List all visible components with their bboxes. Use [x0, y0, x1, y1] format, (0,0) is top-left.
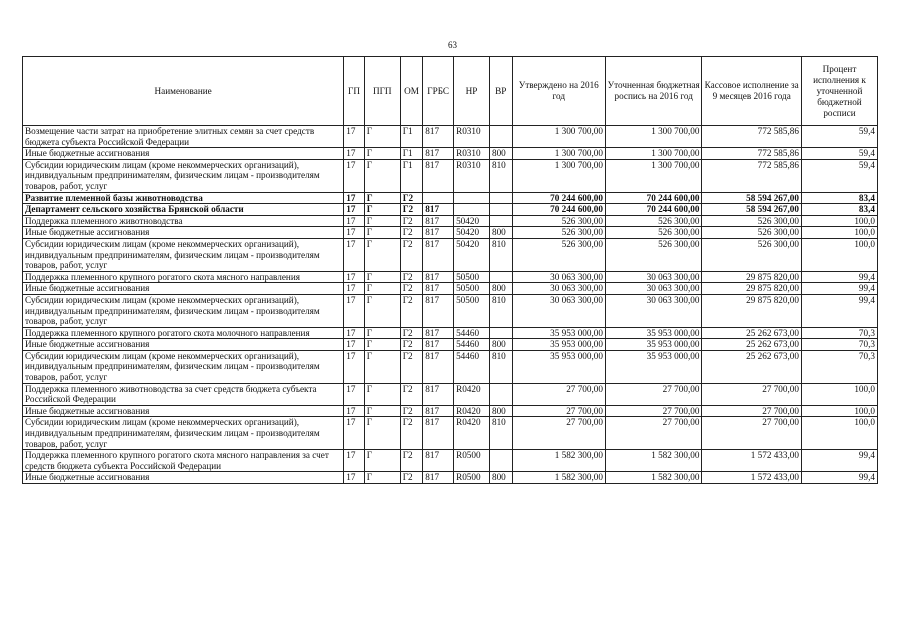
table-row — [23, 204, 878, 216]
cell-name: Поддержка племенного крупного рогатого скота мясного направления за счет средств бюджета субъекта Российской Федерации — [23, 450, 344, 472]
cell-om: Г2 — [400, 215, 423, 227]
cell-grbs: 817 — [423, 204, 454, 216]
cell-executed: 29 875 820,00 — [702, 283, 802, 295]
table-row — [23, 294, 878, 327]
cell-vr — [489, 383, 512, 405]
cell-om: Г2 — [400, 227, 423, 239]
cell-approved: 1 300 700,00 — [512, 126, 605, 148]
cell-percent: 100,0 — [801, 405, 877, 417]
cell-nr: 50500 — [454, 271, 490, 283]
cell-grbs: 817 — [423, 339, 454, 351]
table-row — [23, 215, 878, 227]
cell-grbs: 817 — [423, 472, 454, 484]
cell-grbs: 817 — [423, 417, 454, 450]
cell-pgp: Г — [364, 159, 400, 192]
cell-om: Г2 — [400, 383, 423, 405]
cell-nr — [454, 204, 490, 216]
cell-pgp: Г — [364, 192, 400, 204]
table-body — [23, 126, 878, 484]
cell-name: Иные бюджетные ассигнования — [23, 227, 344, 239]
table-row — [23, 350, 878, 383]
cell-percent: 70,3 — [801, 339, 877, 351]
cell-approved: 526 300,00 — [512, 227, 605, 239]
cell-executed: 27 700,00 — [702, 405, 802, 417]
cell-revised: 1 300 700,00 — [605, 148, 701, 160]
cell-executed: 772 585,86 — [702, 148, 802, 160]
cell-name: Субсидии юридическим лицам (кроме некоммерческих организаций), индивидуальным предпринимателям, физическим лицам - производителям товаров, работ, услуг — [23, 350, 344, 383]
cell-om: Г1 — [400, 159, 423, 192]
cell-vr: 810 — [489, 294, 512, 327]
cell-nr: 50500 — [454, 294, 490, 327]
cell-vr: 800 — [489, 405, 512, 417]
cell-grbs: 817 — [423, 227, 454, 239]
cell-approved: 27 700,00 — [512, 383, 605, 405]
cell-grbs: 817 — [423, 350, 454, 383]
cell-grbs: 817 — [423, 159, 454, 192]
cell-percent: 100,0 — [801, 215, 877, 227]
col-header-nr: НР — [454, 57, 490, 126]
cell-revised: 35 953 000,00 — [605, 327, 701, 339]
cell-name: Поддержка племенного крупного рогатого скота молочного направления — [23, 327, 344, 339]
cell-percent: 100,0 — [801, 238, 877, 271]
cell-name: Иные бюджетные ассигнования — [23, 148, 344, 160]
cell-vr: 810 — [489, 350, 512, 383]
cell-pgp: Г — [364, 283, 400, 295]
cell-gp: 17 — [344, 271, 365, 283]
cell-pgp: Г — [364, 472, 400, 484]
cell-executed: 1 572 433,00 — [702, 450, 802, 472]
cell-name: Поддержка племенного крупного рогатого скота мясного направления — [23, 271, 344, 283]
cell-approved: 1 300 700,00 — [512, 148, 605, 160]
cell-approved: 1 300 700,00 — [512, 159, 605, 192]
cell-revised: 27 700,00 — [605, 383, 701, 405]
table-row — [23, 283, 878, 295]
col-header-name: Наименование — [23, 57, 344, 126]
col-header-vr: ВР — [489, 57, 512, 126]
cell-pgp: Г — [364, 450, 400, 472]
cell-name: Возмещение части затрат на приобретение элитных семян за счет средств бюджета субъекта Российской Федерации — [23, 126, 344, 148]
cell-name: Субсидии юридическим лицам (кроме некоммерческих организаций), индивидуальным предпринимателям, физическим лицам - производителям товаров, работ, услуг — [23, 238, 344, 271]
cell-nr: 54460 — [454, 327, 490, 339]
cell-revised: 70 244 600,00 — [605, 204, 701, 216]
cell-om: Г2 — [400, 417, 423, 450]
cell-revised: 35 953 000,00 — [605, 350, 701, 383]
cell-pgp: Г — [364, 271, 400, 283]
cell-approved: 27 700,00 — [512, 417, 605, 450]
cell-revised: 30 063 300,00 — [605, 294, 701, 327]
cell-approved: 30 063 300,00 — [512, 294, 605, 327]
cell-om: Г2 — [400, 339, 423, 351]
cell-vr — [489, 204, 512, 216]
cell-name: Субсидии юридическим лицам (кроме некоммерческих организаций), индивидуальным предпринимателям, физическим лицам - производителям товаров, работ, услуг — [23, 159, 344, 192]
cell-executed: 27 700,00 — [702, 383, 802, 405]
cell-revised: 27 700,00 — [605, 405, 701, 417]
cell-percent: 59,4 — [801, 159, 877, 192]
cell-nr: 54460 — [454, 339, 490, 351]
cell-grbs: 817 — [423, 294, 454, 327]
cell-percent: 59,4 — [801, 148, 877, 160]
cell-nr: R0500 — [454, 472, 490, 484]
cell-revised: 30 063 300,00 — [605, 271, 701, 283]
cell-pgp: Г — [364, 405, 400, 417]
cell-gp: 17 — [344, 294, 365, 327]
cell-om: Г2 — [400, 405, 423, 417]
cell-name: Развитие племенной базы животноводства — [23, 192, 344, 204]
cell-vr — [489, 327, 512, 339]
cell-om: Г1 — [400, 126, 423, 148]
cell-executed: 526 300,00 — [702, 238, 802, 271]
cell-approved: 70 244 600,00 — [512, 192, 605, 204]
cell-percent: 99,4 — [801, 472, 877, 484]
cell-percent: 99,4 — [801, 294, 877, 327]
cell-om: Г2 — [400, 472, 423, 484]
cell-om: Г2 — [400, 192, 423, 204]
cell-approved: 526 300,00 — [512, 215, 605, 227]
cell-nr: R0310 — [454, 148, 490, 160]
cell-pgp: Г — [364, 126, 400, 148]
table-row — [23, 192, 878, 204]
cell-grbs — [423, 192, 454, 204]
table-row — [23, 271, 878, 283]
cell-gp: 17 — [344, 383, 365, 405]
cell-approved: 35 953 000,00 — [512, 350, 605, 383]
cell-pgp: Г — [364, 215, 400, 227]
cell-pgp: Г — [364, 383, 400, 405]
table-row — [23, 417, 878, 450]
cell-approved: 35 953 000,00 — [512, 339, 605, 351]
cell-gp: 17 — [344, 417, 365, 450]
cell-vr: 810 — [489, 159, 512, 192]
cell-pgp: Г — [364, 294, 400, 327]
cell-revised: 1 300 700,00 — [605, 126, 701, 148]
cell-name: Иные бюджетные ассигнования — [23, 405, 344, 417]
cell-executed: 25 262 673,00 — [702, 327, 802, 339]
cell-revised: 526 300,00 — [605, 238, 701, 271]
cell-gp: 17 — [344, 192, 365, 204]
cell-approved: 70 244 600,00 — [512, 204, 605, 216]
cell-grbs: 817 — [423, 383, 454, 405]
cell-revised: 35 953 000,00 — [605, 339, 701, 351]
col-header-executed: Кассовое исполнение за 9 месяцев 2016 года — [702, 57, 802, 126]
cell-executed: 1 572 433,00 — [702, 472, 802, 484]
cell-om: Г2 — [400, 350, 423, 383]
table-row — [23, 383, 878, 405]
cell-name: Субсидии юридическим лицам (кроме некоммерческих организаций), индивидуальным предпринимателям, физическим лицам - производителям товаров, работ, услуг — [23, 417, 344, 450]
cell-grbs: 817 — [423, 327, 454, 339]
cell-om: Г2 — [400, 283, 423, 295]
cell-grbs: 817 — [423, 148, 454, 160]
cell-percent: 70,3 — [801, 350, 877, 383]
table-row — [23, 472, 878, 484]
cell-pgp: Г — [364, 339, 400, 351]
cell-grbs: 817 — [423, 450, 454, 472]
cell-gp: 17 — [344, 159, 365, 192]
cell-nr: 50420 — [454, 215, 490, 227]
cell-vr: 810 — [489, 417, 512, 450]
cell-name: Иные бюджетные ассигнования — [23, 472, 344, 484]
cell-executed: 25 262 673,00 — [702, 339, 802, 351]
cell-nr: R0310 — [454, 126, 490, 148]
cell-approved: 1 582 300,00 — [512, 472, 605, 484]
cell-grbs: 817 — [423, 238, 454, 271]
cell-percent: 83,4 — [801, 204, 877, 216]
cell-name: Поддержка племенного животноводства — [23, 215, 344, 227]
cell-percent: 100,0 — [801, 417, 877, 450]
cell-revised: 1 300 700,00 — [605, 159, 701, 192]
cell-executed: 58 594 267,00 — [702, 192, 802, 204]
cell-percent: 59,4 — [801, 126, 877, 148]
cell-revised: 526 300,00 — [605, 215, 701, 227]
cell-om: Г2 — [400, 327, 423, 339]
cell-vr: 800 — [489, 148, 512, 160]
cell-gp: 17 — [344, 227, 365, 239]
cell-nr: 50500 — [454, 283, 490, 295]
table-row — [23, 327, 878, 339]
cell-vr — [489, 192, 512, 204]
cell-revised: 1 582 300,00 — [605, 472, 701, 484]
cell-om: Г2 — [400, 271, 423, 283]
cell-executed: 772 585,86 — [702, 126, 802, 148]
cell-nr: R0420 — [454, 417, 490, 450]
cell-gp: 17 — [344, 238, 365, 271]
cell-name: Иные бюджетные ассигнования — [23, 339, 344, 351]
cell-percent: 70,3 — [801, 327, 877, 339]
cell-grbs: 817 — [423, 271, 454, 283]
cell-vr: 800 — [489, 339, 512, 351]
cell-om: Г1 — [400, 148, 423, 160]
table-row — [23, 238, 878, 271]
cell-vr: 800 — [489, 227, 512, 239]
cell-pgp: Г — [364, 350, 400, 383]
cell-gp: 17 — [344, 350, 365, 383]
cell-pgp: Г — [364, 417, 400, 450]
table-row — [23, 339, 878, 351]
cell-grbs: 817 — [423, 405, 454, 417]
cell-pgp: Г — [364, 227, 400, 239]
cell-pgp: Г — [364, 238, 400, 271]
cell-executed: 58 594 267,00 — [702, 204, 802, 216]
cell-om: Г2 — [400, 238, 423, 271]
table-header-row — [23, 57, 878, 126]
cell-gp: 17 — [344, 215, 365, 227]
cell-gp: 17 — [344, 148, 365, 160]
col-header-gp: ГП — [344, 57, 365, 126]
cell-gp: 17 — [344, 283, 365, 295]
cell-percent: 100,0 — [801, 383, 877, 405]
cell-pgp: Г — [364, 327, 400, 339]
cell-approved: 30 063 300,00 — [512, 283, 605, 295]
cell-gp: 17 — [344, 405, 365, 417]
cell-pgp: Г — [364, 204, 400, 216]
cell-approved: 27 700,00 — [512, 405, 605, 417]
cell-approved: 1 582 300,00 — [512, 450, 605, 472]
cell-revised: 1 582 300,00 — [605, 450, 701, 472]
cell-gp: 17 — [344, 450, 365, 472]
cell-revised: 526 300,00 — [605, 227, 701, 239]
cell-revised: 30 063 300,00 — [605, 283, 701, 295]
budget-table — [22, 56, 878, 484]
cell-vr — [489, 126, 512, 148]
table-row — [23, 450, 878, 472]
col-header-percent: Процент исполнения к уточненной бюджетной росписи — [801, 57, 877, 126]
col-header-revised: Уточненная бюджетная роспись на 2016 год — [605, 57, 701, 126]
cell-nr: 50420 — [454, 227, 490, 239]
cell-executed: 526 300,00 — [702, 227, 802, 239]
cell-approved: 30 063 300,00 — [512, 271, 605, 283]
cell-gp: 17 — [344, 204, 365, 216]
cell-pgp: Г — [364, 148, 400, 160]
cell-nr: R0420 — [454, 383, 490, 405]
col-header-grbs: ГРБС — [423, 57, 454, 126]
table-row — [23, 405, 878, 417]
cell-executed: 27 700,00 — [702, 417, 802, 450]
cell-nr: R0310 — [454, 159, 490, 192]
cell-grbs: 817 — [423, 283, 454, 295]
cell-name: Департамент сельского хозяйства Брянской области — [23, 204, 344, 216]
table-row — [23, 148, 878, 160]
cell-revised: 70 244 600,00 — [605, 192, 701, 204]
cell-vr: 800 — [489, 472, 512, 484]
col-header-approved: Утверждено на 2016 год — [512, 57, 605, 126]
cell-vr — [489, 271, 512, 283]
cell-nr: 50420 — [454, 238, 490, 271]
cell-executed: 25 262 673,00 — [702, 350, 802, 383]
cell-grbs: 817 — [423, 126, 454, 148]
cell-om: Г2 — [400, 294, 423, 327]
table-row — [23, 227, 878, 239]
col-header-pgp: ПГП — [364, 57, 400, 126]
cell-grbs: 817 — [423, 215, 454, 227]
cell-percent: 99,4 — [801, 283, 877, 295]
cell-executed: 526 300,00 — [702, 215, 802, 227]
cell-executed: 772 585,86 — [702, 159, 802, 192]
cell-approved: 35 953 000,00 — [512, 327, 605, 339]
cell-gp: 17 — [344, 126, 365, 148]
cell-om: Г2 — [400, 450, 423, 472]
cell-approved: 526 300,00 — [512, 238, 605, 271]
cell-name: Иные бюджетные ассигнования — [23, 283, 344, 295]
cell-gp: 17 — [344, 339, 365, 351]
page-number: 63 — [448, 40, 457, 50]
cell-vr: 800 — [489, 283, 512, 295]
cell-executed: 29 875 820,00 — [702, 294, 802, 327]
cell-nr: R0420 — [454, 405, 490, 417]
col-header-om: ОМ — [400, 57, 423, 126]
cell-nr: R0500 — [454, 450, 490, 472]
cell-executed: 29 875 820,00 — [702, 271, 802, 283]
cell-percent: 100,0 — [801, 227, 877, 239]
cell-name: Субсидии юридическим лицам (кроме некоммерческих организаций), индивидуальным предпринимателям, физическим лицам - производителям товаров, работ, услуг — [23, 294, 344, 327]
cell-nr — [454, 192, 490, 204]
cell-name: Поддержка племенного животноводства за счет средств бюджета субъекта Российской Федерации — [23, 383, 344, 405]
table-row — [23, 126, 878, 148]
cell-percent: 83,4 — [801, 192, 877, 204]
cell-nr: 54460 — [454, 350, 490, 383]
cell-om: Г2 — [400, 204, 423, 216]
table-row — [23, 159, 878, 192]
cell-vr — [489, 450, 512, 472]
cell-percent: 99,4 — [801, 271, 877, 283]
cell-gp: 17 — [344, 327, 365, 339]
cell-percent: 99,4 — [801, 450, 877, 472]
cell-gp: 17 — [344, 472, 365, 484]
cell-vr — [489, 215, 512, 227]
cell-revised: 27 700,00 — [605, 417, 701, 450]
cell-vr: 810 — [489, 238, 512, 271]
